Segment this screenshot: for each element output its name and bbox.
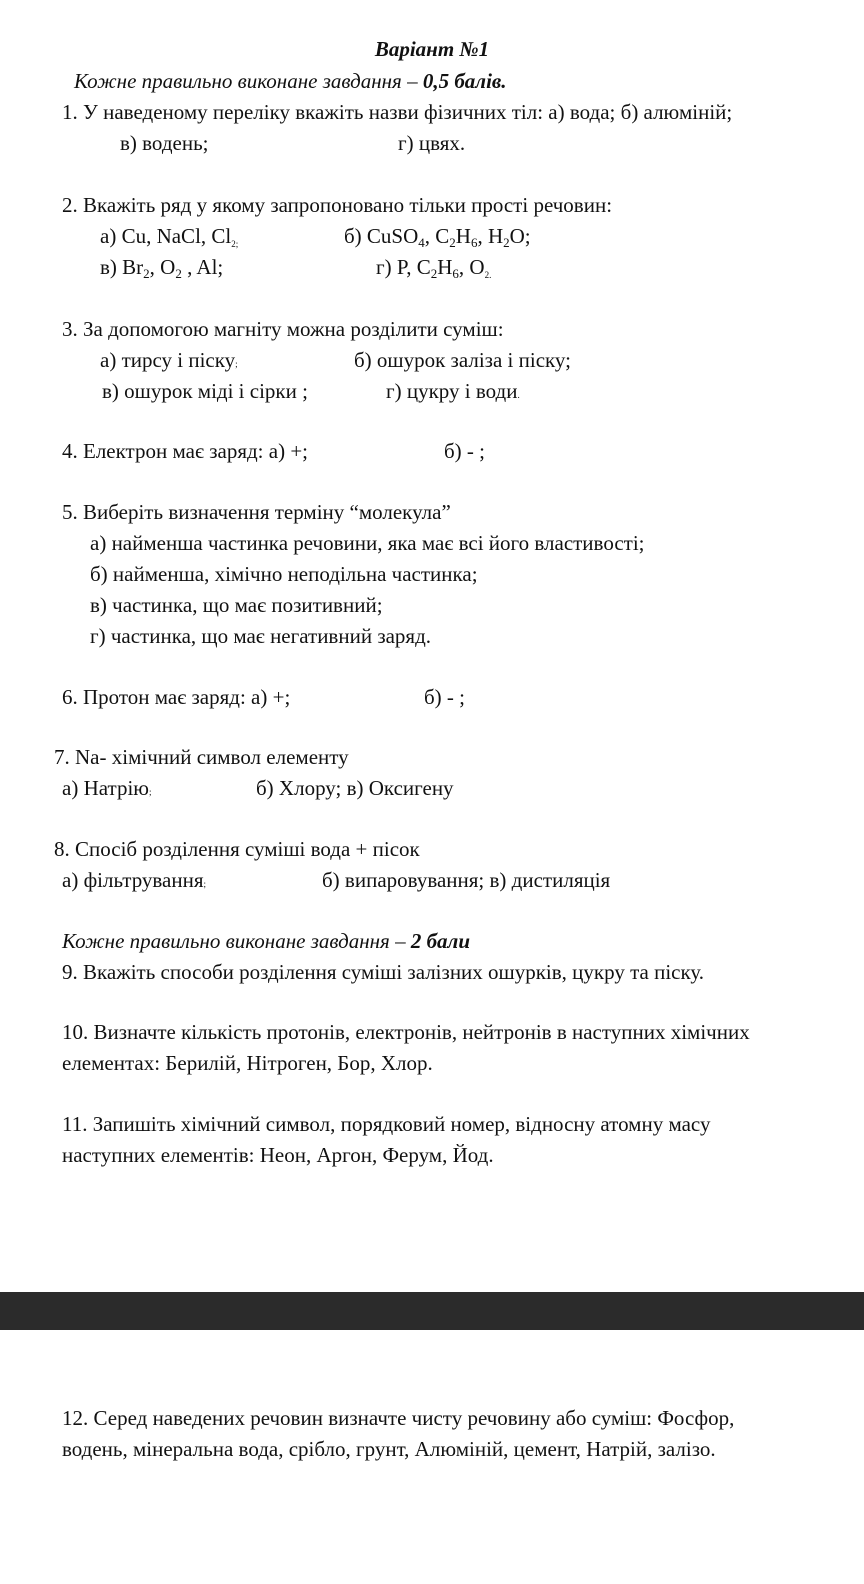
question-5: 5. Виберіть визначення терміну “молекула” — [62, 500, 451, 524]
formula-text: , O — [458, 255, 485, 279]
question-5-option-c: в) частинка, що має позитивний; — [90, 593, 383, 617]
punctuation: . — [517, 390, 520, 400]
question-11-line-2: наступних елементів: Неон, Аргон, Ферум, Йод. — [62, 1143, 494, 1167]
question-2-option-a — [100, 221, 238, 251]
question-6: 6. Протон має заряд: а) +; — [62, 685, 291, 709]
formula-text: , C — [424, 224, 450, 248]
question-3-option-c: в) ошурок міді і сірки ; — [102, 379, 308, 403]
question-7: 7. Na- хімічний символ елементу — [54, 745, 349, 769]
formula-text: , O — [149, 255, 176, 279]
punctuation: ; — [235, 359, 238, 369]
question-7-option-a — [62, 773, 151, 803]
formula-text: H — [455, 224, 471, 248]
question-5-option-a: а) найменша частинка речовини, яка має всі його властивості; — [90, 531, 645, 555]
question-1: 1. У наведеному переліку вкажіть назви фізичних тіл: а) вода; б) алюміній; — [62, 100, 733, 124]
option-text: г) цукру і води — [386, 379, 518, 403]
scoring-points: 2 бали — [410, 929, 471, 953]
subscript: 2 — [175, 266, 182, 281]
formula-text: а) Cu, NaCl, Cl — [100, 224, 232, 248]
formula-text: в) Br — [100, 255, 144, 279]
option-text: а) Натрію — [62, 776, 149, 800]
question-2-option-d — [376, 252, 491, 282]
option-text: а) тирсу і піску — [100, 348, 236, 372]
punctuation: ; — [148, 787, 152, 797]
question-9: 9. Вкажіть способи розділення суміші залізних ошурків, цукру та піску. — [62, 960, 705, 984]
question-2-option-c — [100, 252, 223, 282]
scoring-points: 0,5 балів. — [422, 69, 507, 93]
question-1-option-c: в) водень; — [120, 131, 209, 155]
punctuation: ; — [203, 879, 207, 889]
formula-text: б) CuSO — [344, 224, 419, 248]
question-10-line-2: елементах: Берилій, Нітроген, Бор, Хлор. — [62, 1051, 433, 1075]
formula-text: г) P, C — [376, 255, 431, 279]
page-title: Варіант №1 — [374, 37, 490, 61]
option-text: а) фільтрування — [62, 868, 204, 892]
question-8-options-bc: б) випаровування; в) дистиляція — [322, 868, 611, 892]
subscript: 2 — [430, 266, 438, 281]
subscript: 2 — [143, 266, 150, 281]
question-8-option-a — [62, 865, 206, 895]
question-2: 2. Вкажіть ряд у якому запропоновано тільки прості речовин: — [62, 193, 613, 217]
question-8: 8. Спосіб розділення суміші вода + пісок — [54, 837, 420, 861]
scoring-prefix: Кожне правильно виконане завдання – — [74, 69, 423, 93]
question-3-option-a — [100, 345, 238, 375]
subscript: 6 — [452, 266, 459, 281]
formula-text: H — [437, 255, 453, 279]
subscript: 2 — [503, 235, 510, 250]
question-10-line-1: 10. Визначте кількість протонів, електронів, нейтронів в наступних хімічних — [62, 1020, 750, 1044]
question-4-option-b: б) - ; — [444, 439, 486, 463]
question-11-line-1: 11. Запишіть хімічний символ, порядковий номер, відносну атомну масу — [62, 1112, 711, 1136]
subscript: 2. — [484, 270, 492, 280]
subscript: 4 — [418, 235, 425, 250]
scoring-note-part1 — [74, 66, 507, 96]
question-5-option-b: б) найменша, хімічно неподільна частинка; — [90, 562, 478, 586]
scoring-note-part2 — [62, 926, 470, 956]
question-3: 3. За допомогою магніту можна розділити суміш: — [62, 317, 504, 341]
question-6-option-b: б) - ; — [424, 685, 466, 709]
formula-text: O; — [509, 224, 531, 248]
question-12-line-1: 12. Серед наведених речовин визначте чисту речовину або суміш: Фосфор, — [62, 1406, 735, 1430]
question-4: 4. Електрон має заряд: а) +; — [62, 439, 308, 463]
formula-text: , H — [477, 224, 504, 248]
question-3-option-d — [386, 376, 520, 406]
question-2-option-b — [344, 221, 531, 251]
subscript: 2; — [231, 239, 239, 249]
subscript: 6 — [470, 235, 478, 250]
page-separator-band — [0, 1292, 864, 1330]
question-3-option-b: б) ошурок заліза і піску; — [354, 348, 571, 372]
scoring-prefix: Кожне правильно виконане завдання – — [62, 929, 411, 953]
question-12-line-2: водень, мінеральна вода, срібло, грунт, Алюміній, цемент, Натрій, залізо. — [62, 1437, 716, 1461]
question-1-option-d: г) цвях. — [398, 131, 466, 155]
formula-text: , Al; — [181, 255, 224, 279]
subscript: 2 — [449, 235, 456, 250]
question-5-option-d: г) частинка, що має негативний заряд. — [90, 624, 432, 648]
question-7-options-bc: б) Хлору; в) Оксигену — [256, 776, 454, 800]
